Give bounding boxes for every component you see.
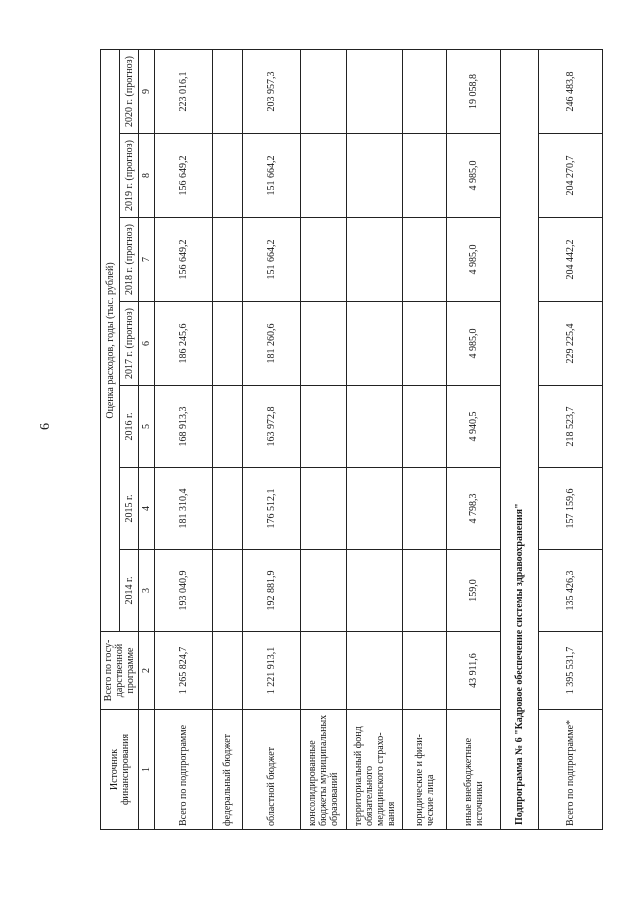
cell <box>403 468 447 550</box>
cell: 159,0 <box>447 550 501 632</box>
cell: 1 395 531,7 <box>539 632 603 710</box>
cell <box>347 49 403 133</box>
cell: 156 649,2 <box>155 218 213 302</box>
table-row <box>301 49 347 829</box>
cell: 4 985,0 <box>447 218 501 302</box>
cell: 1 221 913,1 <box>243 632 301 710</box>
cell: 193 040,9 <box>155 550 213 632</box>
cell: 218 523,7 <box>539 386 603 468</box>
cell <box>213 632 243 710</box>
cell <box>403 302 447 386</box>
row-label: Всего по подпрограмме <box>155 710 213 830</box>
cell <box>213 218 243 302</box>
table-row <box>213 49 243 829</box>
col-number: 5 <box>139 386 155 468</box>
col-number: 8 <box>139 134 155 218</box>
cell: 19 058,8 <box>447 49 501 133</box>
cell: 246 483,8 <box>539 49 603 133</box>
cell <box>403 632 447 710</box>
cell: 223 016,1 <box>155 49 213 133</box>
cell <box>213 550 243 632</box>
col-number: 9 <box>139 49 155 133</box>
header-year: 2016 г. <box>120 386 139 468</box>
cell: 4 940,5 <box>447 386 501 468</box>
cell <box>301 49 347 133</box>
cell: 181 260,6 <box>243 302 301 386</box>
cell: 168 913,3 <box>155 386 213 468</box>
row-label: Всего по подпрограмме* <box>539 710 603 830</box>
col-number: 1 <box>139 710 155 830</box>
financing-table <box>100 49 603 830</box>
cell: 229 225,4 <box>539 302 603 386</box>
cell <box>347 550 403 632</box>
cell <box>347 218 403 302</box>
cell <box>347 302 403 386</box>
table-row <box>347 49 403 829</box>
cell: 4 985,0 <box>447 134 501 218</box>
cell <box>213 134 243 218</box>
cell: 43 911,6 <box>447 632 501 710</box>
header-year: 2014 г. <box>120 550 139 632</box>
table-row <box>447 49 501 829</box>
cell <box>403 218 447 302</box>
cell <box>301 386 347 468</box>
cell <box>403 49 447 133</box>
cell <box>347 134 403 218</box>
cell: 186 245,6 <box>155 302 213 386</box>
cell <box>347 468 403 550</box>
cell <box>403 134 447 218</box>
cell: 4 798,3 <box>447 468 501 550</box>
header-source: Источник финансирования <box>101 710 139 830</box>
cell: 135 426,3 <box>539 550 603 632</box>
cell: 192 881,9 <box>243 550 301 632</box>
table-row <box>155 49 213 829</box>
table-row <box>539 49 603 829</box>
page-number: 6 <box>38 423 53 430</box>
cell <box>213 386 243 468</box>
table-row <box>403 49 447 829</box>
col-number: 4 <box>139 468 155 550</box>
row-label: юридические и физические лица <box>403 710 447 830</box>
cell <box>213 302 243 386</box>
row-label: территориальный фонд обязательного медицинского страхования <box>347 710 403 830</box>
cell: 163 972,8 <box>243 386 301 468</box>
table-row <box>243 49 301 829</box>
header-group: Оценка расходов, годы (тыс. рублей) <box>101 49 120 631</box>
cell <box>301 218 347 302</box>
cell: 156 649,2 <box>155 134 213 218</box>
cell: 4 985,0 <box>447 302 501 386</box>
col-number: 7 <box>139 218 155 302</box>
cell <box>347 386 403 468</box>
cell <box>213 49 243 133</box>
cell: 176 512,1 <box>243 468 301 550</box>
cell: 157 159,6 <box>539 468 603 550</box>
row-label: федеральный бюджет <box>213 710 243 830</box>
header-total: Всего по государственной программе <box>101 632 139 710</box>
cell <box>301 550 347 632</box>
subprogram-row <box>501 49 539 829</box>
rotated-table-container <box>100 50 576 830</box>
cell <box>301 302 347 386</box>
cell: 203 957,3 <box>243 49 301 133</box>
cell: 151 664,2 <box>243 218 301 302</box>
row-label: областной бюджет <box>243 710 301 830</box>
row-label: консолидированные бюджеты муниципальных образований <box>301 710 347 830</box>
cell <box>301 632 347 710</box>
cell <box>347 632 403 710</box>
col-number: 3 <box>139 550 155 632</box>
header-year: 2017 г. (прогноз) <box>120 302 139 386</box>
cell <box>403 550 447 632</box>
cell: 181 310,4 <box>155 468 213 550</box>
row-label: иные внебюджетные источники <box>447 710 501 830</box>
cell: 1 265 824,7 <box>155 632 213 710</box>
cell <box>301 134 347 218</box>
cell: 151 664,2 <box>243 134 301 218</box>
cell <box>301 468 347 550</box>
col-number: 6 <box>139 302 155 386</box>
col-number: 2 <box>139 632 155 710</box>
cell: 204 270,7 <box>539 134 603 218</box>
header-year: 2019 г. (прогноз) <box>120 134 139 218</box>
header-year: 2018 г. (прогноз) <box>120 218 139 302</box>
subprogram-title: Подпрограмма № 6 "Кадровое обеспечение системы здравоохранения" <box>501 49 539 829</box>
cell <box>403 386 447 468</box>
header-year: 2015 г. <box>120 468 139 550</box>
header-year: 2020 г. (прогноз) <box>120 49 139 133</box>
cell: 204 442,2 <box>539 218 603 302</box>
cell <box>213 468 243 550</box>
